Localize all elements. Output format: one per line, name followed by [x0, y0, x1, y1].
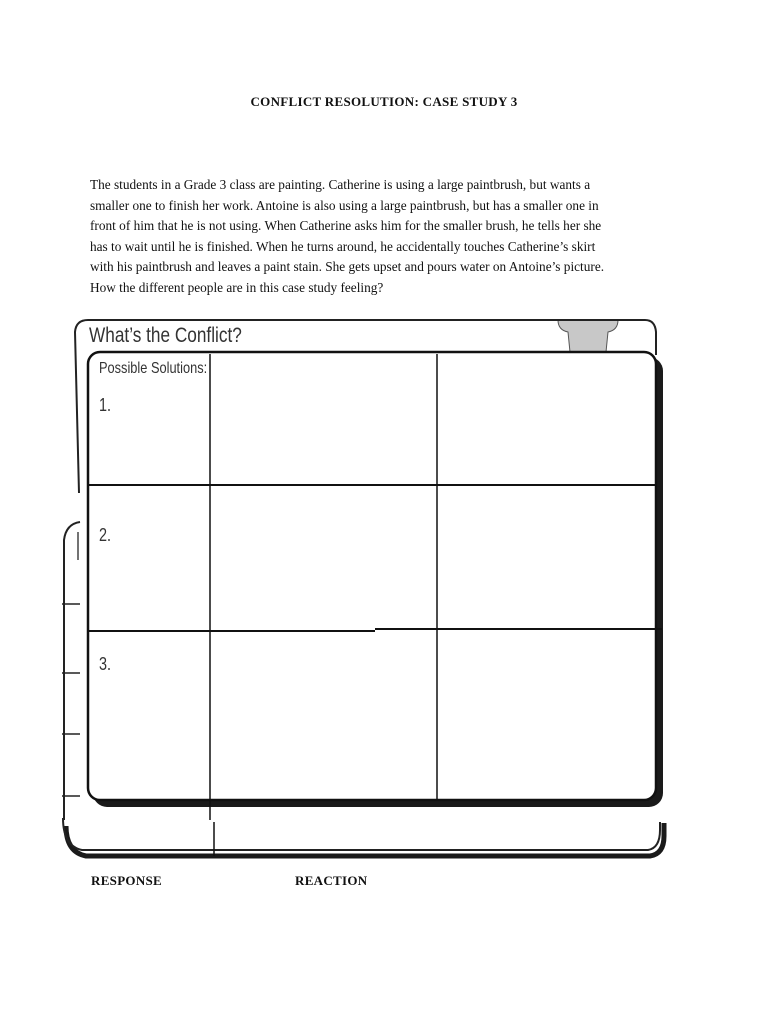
page-title: CONFLICT RESOLUTION: CASE STUDY 3 [250, 94, 518, 109]
outer-frame-bottom [63, 818, 660, 850]
possible-solutions-label: Possible Solutions: [99, 360, 208, 377]
paragraph-line: How the different people are in this case study feeling? [90, 279, 384, 295]
inner-box [88, 352, 656, 800]
conflict-heading: What’s the Conflict? [89, 324, 242, 347]
paragraph-line: smaller one to finish her work. Antoine is also using a large paintbrush, but has a smaller one in [90, 197, 599, 213]
paragraph-line: with his paintbrush and leaves a paint stain. She gets upset and pours water on Antoine’s picture. [90, 259, 605, 274]
left-bracket [64, 522, 80, 820]
solution-number-2: 2. [99, 525, 112, 545]
worksheet-tab [558, 320, 618, 352]
solution-number-3: 3. [99, 654, 112, 674]
solution-number-1: 1. [99, 395, 112, 415]
outer-frame-bottom-shadow [66, 823, 664, 856]
response-label: RESPONSE [91, 873, 163, 888]
paragraph-line: has to wait until he is finished. When he turns around, he accidentally touches Catherine’s skirt [90, 238, 596, 254]
paragraph-line: front of him that he is not using. When Catherine asks him for the smaller brush, he tells her she [90, 218, 602, 233]
paragraph-line: The students in a Grade 3 class are painting. Catherine is using a large paintbrush, but wants a [90, 177, 591, 192]
reaction-label: REACTION [295, 873, 368, 888]
